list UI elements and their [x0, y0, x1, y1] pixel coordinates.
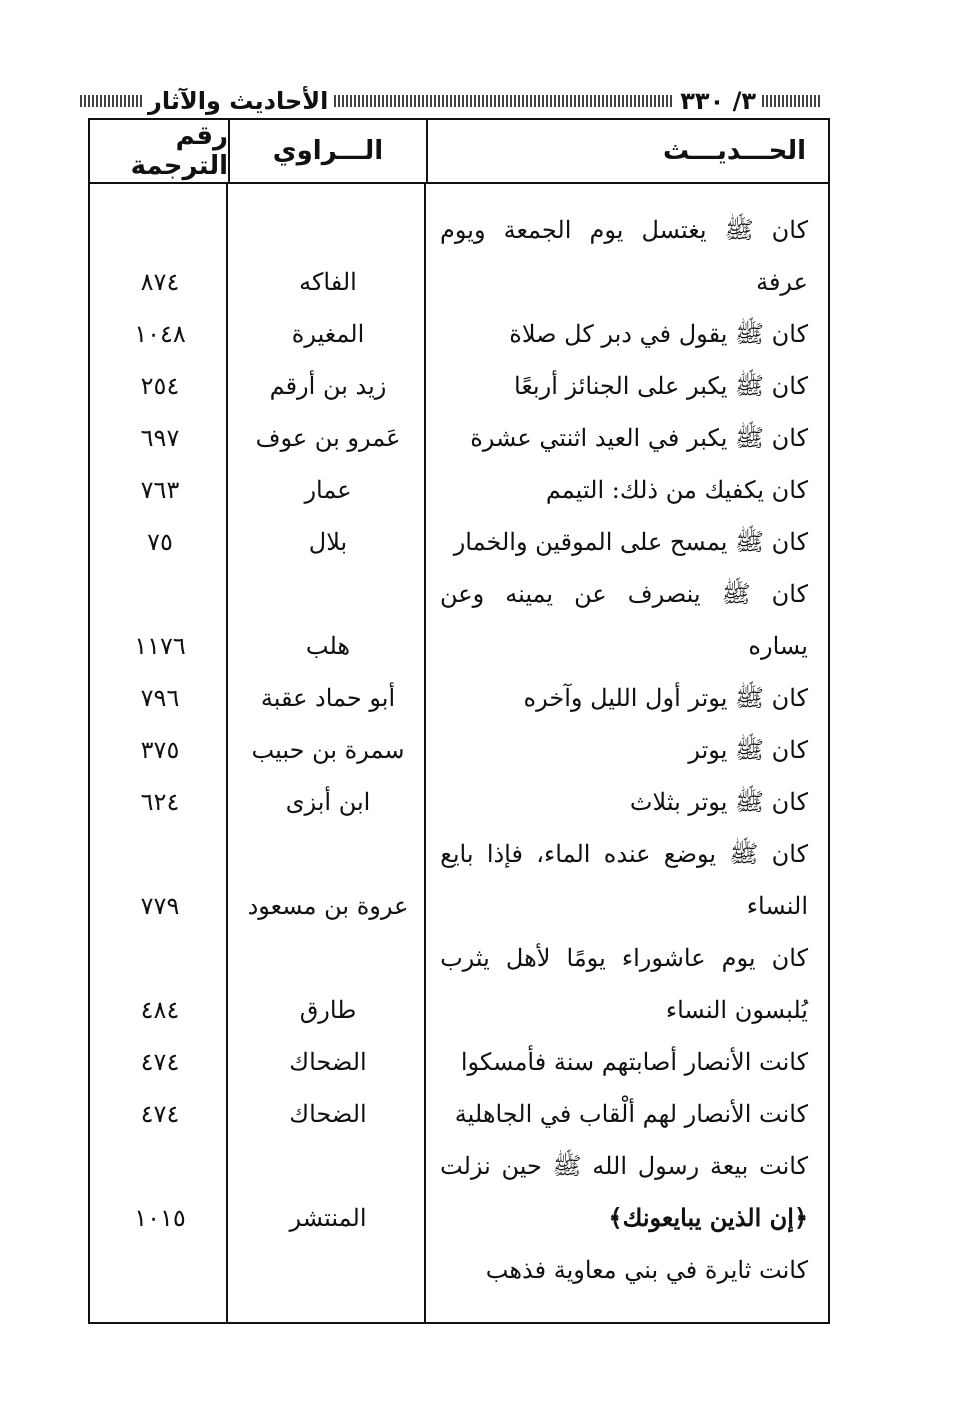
- entry-number-cell: [90, 1244, 230, 1296]
- narrator-cell: المنتشر: [289, 1204, 367, 1232]
- hadith-text-line: كانت ثايرة في بني معاوية فذهب: [485, 1256, 808, 1284]
- table-header-row: [90, 120, 828, 184]
- entry-number-cell: ٨٧٤: [140, 268, 180, 296]
- hadith-cell: [426, 828, 828, 932]
- hadith-text-line: كانت بيعة رسول الله ﷺ حين نزلت: [440, 1152, 808, 1180]
- table-row: [90, 1088, 828, 1140]
- page-header: [80, 86, 820, 116]
- narrator-cell: طارق: [299, 996, 357, 1024]
- table-row: [90, 204, 828, 308]
- hadith-text-line: كان يكفيك من ذلك: التيمم: [545, 476, 808, 504]
- hadith-cell: [426, 932, 828, 1036]
- table-row: [90, 776, 828, 828]
- table-row: [90, 828, 828, 932]
- header-ornament-right: [762, 95, 820, 107]
- hadith-cell: [426, 516, 828, 568]
- table-row: [90, 1036, 828, 1088]
- hadith-cell: [426, 724, 828, 776]
- entry-number-cell: ٤٧٤: [140, 1048, 180, 1076]
- entry-number-cell: ٣٧٥: [140, 736, 180, 764]
- narrator-cell: هلب: [305, 632, 351, 660]
- hadith-text-line: كان ﷺ يغتسل يوم الجمعة ويوم: [440, 216, 808, 244]
- hadith-text-line: يساره: [748, 632, 808, 660]
- narrator-cell: عمار: [304, 476, 352, 504]
- section-title: الأحاديث والآثار: [148, 87, 329, 115]
- narrator-cell: المغيرة: [291, 320, 365, 348]
- entry-number-cell: ٤٨٤: [140, 996, 180, 1024]
- entry-number-cell: ١٠٤٨: [134, 320, 186, 348]
- header-ornament-middle: [334, 95, 674, 107]
- narrator-cell: [230, 1244, 426, 1296]
- hadith-text-line: كان ﷺ يوتر أول الليل وآخره: [523, 684, 808, 712]
- entry-number-cell: ٢٥٤: [140, 372, 180, 400]
- table-row: [90, 1244, 828, 1296]
- table-row: [90, 308, 828, 360]
- hadith-text-line: كان ﷺ ينصرف عن يمينه وعن: [440, 580, 808, 608]
- entry-number-cell: ١١٧٦: [134, 632, 186, 660]
- narrator-cell: أبو حماد عقبة: [260, 684, 396, 712]
- table-row: [90, 568, 828, 672]
- hadith-cell: [426, 204, 828, 308]
- table-row: [90, 516, 828, 568]
- hadith-cell: [426, 672, 828, 724]
- narrator-cell: الفاكه: [299, 268, 357, 296]
- hadith-cell: [426, 412, 828, 464]
- hadith-text-line: كان يوم عاشوراء يومًا لأهل يثرب: [440, 944, 808, 972]
- narrator-cell: الضحاك: [289, 1048, 367, 1076]
- table-row: [90, 464, 828, 516]
- column-header-entry-number: رقم الترجمة: [130, 121, 228, 181]
- entry-number-cell: ٦٩٧: [140, 424, 180, 452]
- hadith-text-line: كانت الأنصار أصابتهم سنة فأمسكوا: [460, 1048, 808, 1076]
- narrator-cell: زيد بن أرقم: [269, 372, 387, 400]
- column-header-hadith: الحـــديـــث: [426, 120, 828, 182]
- entry-number-cell: ٧٦٣: [140, 476, 180, 504]
- hadith-text-line: النساء: [746, 892, 808, 920]
- hadith-text-line: كان ﷺ يكبر على الجنائز أربعًا: [514, 372, 808, 400]
- hadith-cell: [426, 308, 828, 360]
- hadith-text-line: كان ﷺ يمسح على الموقين والخمار: [453, 528, 808, 556]
- narrator-cell: سمرة بن حبيب: [251, 736, 405, 764]
- hadith-cell: [426, 568, 828, 672]
- hadith-text-line: كان ﷺ يوتر: [688, 736, 808, 764]
- hadith-cell: [426, 464, 828, 516]
- hadith-text-line: ﴿إن الذين يبايعونك﴾: [608, 1203, 808, 1232]
- table-row: [90, 412, 828, 464]
- hadith-text-line: كان ﷺ يوضع عنده الماء، فإذا بايع: [440, 840, 808, 868]
- table-row: [90, 672, 828, 724]
- entry-number-cell: ٧٥: [147, 528, 173, 556]
- hadith-cell: [426, 1088, 828, 1140]
- hadith-cell: [426, 360, 828, 412]
- header-ornament-left: [80, 95, 142, 107]
- hadith-text-line: كان ﷺ يكبر في العيد اثنتي عشرة: [470, 424, 808, 452]
- entry-number-cell: ٦٢٤: [140, 788, 180, 816]
- hadith-cell: [426, 1244, 828, 1296]
- entry-number-cell: ١٠١٥: [134, 1204, 186, 1232]
- hadith-text-line: كان ﷺ يقول في دبر كل صلاة: [509, 320, 808, 348]
- entry-number-cell: ٧٧٩: [140, 892, 180, 920]
- hadith-cell: [426, 776, 828, 828]
- table-body: [90, 184, 828, 1324]
- narrator-cell: الضحاك: [289, 1100, 367, 1128]
- table-row: [90, 360, 828, 412]
- entry-number-cell: ٧٩٦: [140, 684, 180, 712]
- narrator-cell: بلال: [308, 528, 348, 556]
- entry-number-cell: ٤٧٤: [140, 1100, 180, 1128]
- hadith-text-line: كانت الأنصار لهم ألْقاب في الجاهلية: [454, 1100, 808, 1128]
- hadith-index-table: [88, 118, 830, 1324]
- table-row: [90, 1140, 828, 1244]
- column-header-narrator: الـــراوي: [228, 120, 426, 182]
- hadith-cell: [426, 1036, 828, 1088]
- hadith-cell: [426, 1140, 828, 1244]
- narrator-cell: ابن أبزى: [285, 788, 371, 816]
- narrator-cell: عَمرو بن عوف: [255, 424, 401, 452]
- table-row: [90, 932, 828, 1036]
- narrator-cell: عروة بن مسعود: [247, 892, 409, 920]
- hadith-text-line: يُلبسون النساء: [665, 996, 808, 1024]
- table-row: [90, 724, 828, 776]
- hadith-text-line: كان ﷺ يوتر بثلاث: [629, 788, 808, 816]
- hadith-text-line: عرفة: [756, 268, 808, 296]
- page-reference: ٣/ ٣٣٠: [680, 87, 756, 115]
